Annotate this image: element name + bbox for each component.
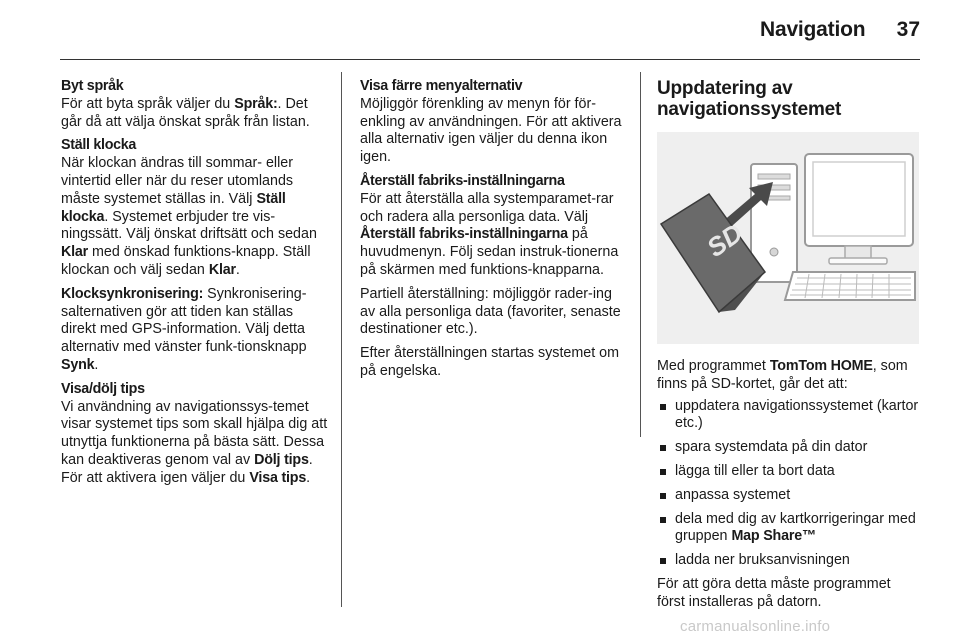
hide-tips-option: Dölj tips <box>254 451 309 468</box>
list-item: spara systemdata på din dator <box>657 439 922 457</box>
tips-paragraph <box>61 399 329 488</box>
update-section-title: Uppdatering av navigationssystemet <box>657 78 842 120</box>
bullet-square-icon <box>660 517 666 523</box>
bullet-square-icon <box>660 469 666 475</box>
column-right <box>657 78 922 612</box>
bullet-square-icon <box>660 445 666 451</box>
sync-text-1: Synkronisering-salternativen gör att tiden kan ställas direkt med GPS-information. Välj detta alternativ med vänster funk-tionsknapp <box>61 285 307 356</box>
factory-reset-text-1: För att återställa alla systemparamet-rar och radera alla personliga data. Välj <box>360 190 614 225</box>
column-divider-left <box>341 72 342 607</box>
sync-text-2: . <box>94 356 99 373</box>
sync-option: Synk <box>61 356 95 373</box>
clock-block <box>61 137 329 279</box>
show-tips-option: Visa tips <box>249 469 307 486</box>
map-share-label: Map Share™ <box>731 528 817 545</box>
column-left <box>61 78 329 494</box>
sync-heading: Klocksynkronisering: <box>61 285 204 302</box>
fewer-menu-text: Möjliggör förenkling av menyn för för-enkling av användningen. För att aktivera alla alternativ igen väljer du denna ikon igen. <box>360 95 622 166</box>
intro-text-1: Med programmet <box>657 358 770 374</box>
clock-done-option-2: Klar <box>208 261 236 278</box>
factory-reset-option: Återställ fabriks-inställningarna <box>360 226 568 243</box>
header-divider <box>60 59 920 60</box>
sync-paragraph <box>61 286 329 375</box>
factory-reset-text-2: på huvudmenyn. Följ sedan instruk-tionerna på skärmen med funktions-knapparna. <box>360 226 619 278</box>
clock-text-3: med önskad funktions-knapp. Ställ klockan och välj sedan <box>61 244 311 278</box>
clock-heading: Ställ klocka <box>61 137 137 154</box>
page-section-title: Navigation <box>760 18 866 41</box>
list-item: ladda ner bruksanvisningen <box>657 552 922 570</box>
language-heading: Byt språk <box>61 78 124 94</box>
after-reset-text: Efter återställningen startas systemet om på engelska. <box>360 345 620 379</box>
list-item: lägga till eller ta bort data <box>657 463 922 481</box>
tips-heading: Visa/dölj tips <box>61 380 145 397</box>
language-block <box>61 78 329 131</box>
outro-text: För att göra detta måste programmet först installeras på datorn. <box>657 575 891 610</box>
page-number: 37 <box>896 18 920 41</box>
sd-card-label: SD <box>701 217 749 263</box>
partial-reset-text: Partiell återställning: möjliggör rader-ing av alla personliga data (favoriter, senaste destinationer etc.). <box>360 285 621 338</box>
intro-text-2: , som finns på SD-kortet, går det att: <box>657 358 908 392</box>
keyboard-icon <box>785 272 915 300</box>
tomtom-home-label: TomTom HOME <box>769 358 873 374</box>
list-item: uppdatera navigationssystemet (kartor etc.) <box>657 398 922 434</box>
language-text-2: . Det går då att välja önskat språk från listan. <box>61 95 310 130</box>
column-middle <box>360 78 624 387</box>
sd-card-computer-illustration <box>657 132 919 344</box>
clock-text-1: När klockan ändras till sommar- eller vintertid eller när du reser utomlands måste systemet ställas in. Välj <box>61 155 294 207</box>
column-divider-right <box>640 72 641 437</box>
watermark: carmanualsonline.info <box>680 618 831 635</box>
clock-done-option: Klar <box>61 244 89 261</box>
clock-text-4: . <box>235 261 240 278</box>
sync-block <box>61 286 329 375</box>
tips-text-1: Vi användning av navigationssys-temet visar systemet tips som skall hjälpa dig att utnyttja funktionerna på bästa sätt. Dessa kan deaktiveras genom val av <box>61 398 328 468</box>
factory-reset-heading: Återställ fabriks-inställningarna <box>360 172 565 189</box>
fewer-menu-block <box>360 78 624 167</box>
tips-text-2: . För att aktivera igen väljer du <box>61 451 313 486</box>
list-item: anpassa systemet <box>657 487 922 505</box>
factory-reset-block <box>360 173 624 280</box>
bullet-square-icon <box>660 493 666 499</box>
factory-reset-paragraph <box>360 191 624 280</box>
bullet-square-icon <box>660 404 666 410</box>
fewer-menu-heading: Visa färre menyalternativ <box>360 78 523 94</box>
tips-text-3: . <box>306 469 311 486</box>
clock-option: Ställ klocka <box>61 190 286 225</box>
tips-block <box>61 381 329 488</box>
language-paragraph <box>61 96 329 132</box>
clock-text-2: . Systemet erbjuder tre vis-ningssätt. Välj önskat driftsätt och sedan <box>61 208 317 243</box>
feature-list <box>657 398 922 570</box>
language-option: Språk: <box>234 95 278 112</box>
bullet-square-icon <box>660 558 666 564</box>
list-item: dela med dig av kartkorrigeringar med gruppen Map Share™ <box>657 511 922 547</box>
clock-paragraph <box>61 155 329 280</box>
language-text-1: För att byta språk väljer du <box>61 95 235 112</box>
intro-paragraph <box>657 358 922 394</box>
